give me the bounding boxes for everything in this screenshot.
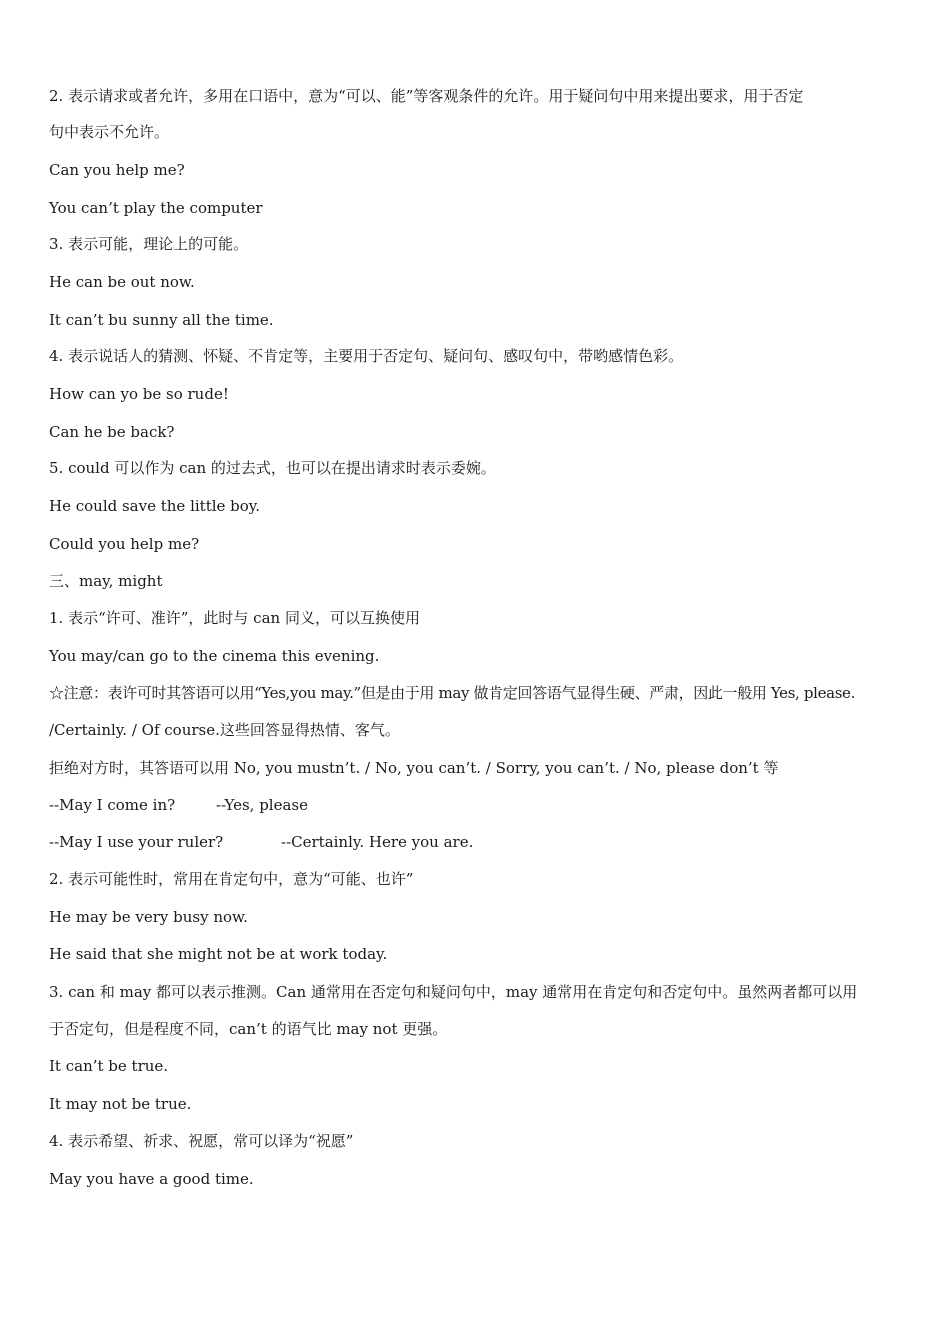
text-line: You may/can go to the cinema this evening.: [49, 647, 380, 665]
dialog-question: --May I use your ruler?: [49, 833, 224, 851]
text-line: Can he be back?: [49, 423, 175, 441]
dialog-answer: --Certainly. Here you are.: [281, 833, 474, 851]
text-line: May you have a good time.: [49, 1170, 254, 1188]
note-line: ☆注意：表许可时其答语可以用“Yes,you may.”但是由于用 may 做肯定回答语气显得生硬、严肃，因此一般用 Yes, please.: [49, 684, 855, 702]
text-line: /Certainly. / Of course.这些回答显得热情、客气。: [49, 721, 400, 739]
text-line: 5. could 可以作为 can 的过去式，也可以在提出请求时表示委婉。: [49, 459, 496, 477]
text-line: You can’t play the computer: [49, 199, 263, 217]
text-line: It can’t be true.: [49, 1057, 169, 1075]
text-line: 2. 表示请求或者允许，多用在口语中，意为“可以、能”等客观条件的允许。用于疑问句中用来提出要求，用于否定: [49, 87, 804, 105]
text-line: He said that she might not be at work today.: [49, 945, 388, 963]
text-line: How can yo be so rude!: [49, 385, 229, 403]
text-line: 2. 表示可能性时，常用在肯定句中，意为“可能、也许”: [49, 870, 414, 888]
text-line: 于否定句，但是程度不同，can’t 的语气比 may not 更强。: [49, 1020, 448, 1038]
text-line: 3. 表示可能，理论上的可能。: [49, 235, 249, 253]
section-heading: 三、may, might: [49, 572, 163, 590]
text-line: Can you help me?: [49, 161, 185, 179]
dialog-answer: --Yes, please: [216, 796, 308, 814]
text-line: Could you help me?: [49, 535, 200, 553]
text-line: 句中表示不允许。: [49, 123, 170, 141]
dialog-question: --May I come in?: [49, 796, 176, 814]
text-line: It can’t bu sunny all the time.: [49, 311, 274, 329]
text-line: He could save the little boy.: [49, 497, 261, 515]
text-line: He can be out now.: [49, 273, 195, 291]
text-line: 1. 表示“许可、准许”，此时与 can 同义，可以互换使用: [49, 609, 420, 627]
text-line: 3. can 和 may 都可以表示推测。Can 通常用在否定句和疑问句中，may 通常用在肯定句和否定句中。虽然两者都可以用: [49, 983, 858, 1001]
text-line: 4. 表示希望、祈求、祝愿，常可以译为“祝愿”: [49, 1132, 354, 1150]
text-line: 拒绝对方时，其答语可以用 No, you mustn’t. / No, you can’t. / Sorry, you can’t. / No, please don’t 等: [49, 759, 779, 777]
text-line: He may be very busy now.: [49, 908, 248, 926]
text-line: It may not be true.: [49, 1095, 192, 1113]
text-line: 4. 表示说话人的猜测、怀疑、不肯定等，主要用于否定句、疑问句、感叹句中，带哟感情色彩。: [49, 347, 684, 365]
